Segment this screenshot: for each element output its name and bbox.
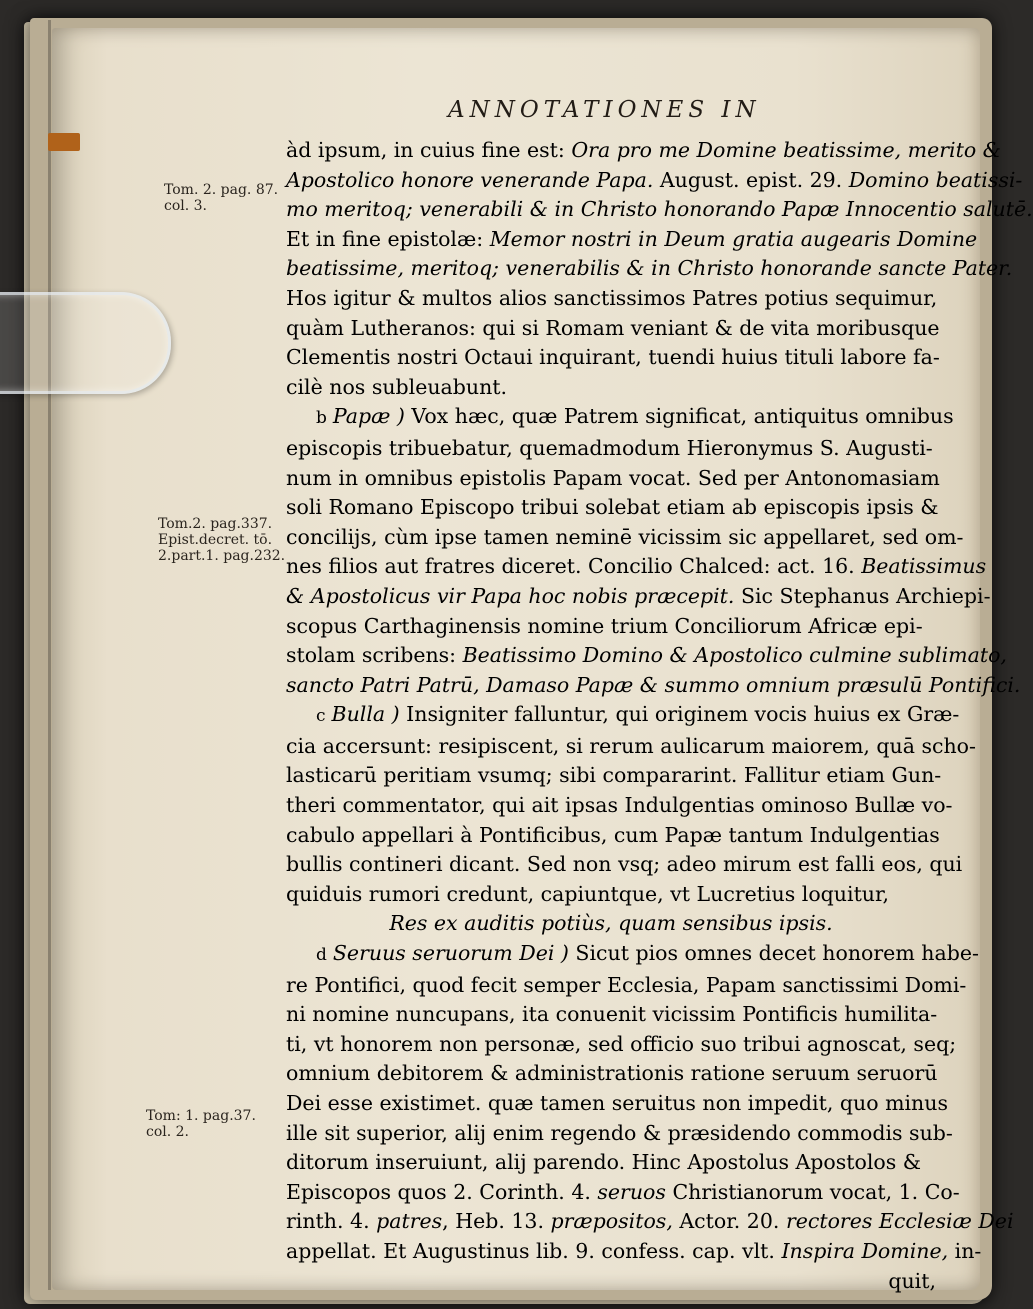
italic-quote: sancto Patri Patrū, Damaso Papæ & summo omnium præsulū Pontifici. (286, 672, 1021, 697)
italic-quote: Beatissimo Domino & Apostolico culmine sublimato, (462, 643, 1007, 668)
annotation-d (286, 939, 1014, 1296)
text-line: omnium debitorem & administrationis ratione seruum seruorū (286, 1061, 938, 1086)
text-line: concilijs, cùm ipse tamen neminē vicissim sic appellaret, sed om- (286, 524, 964, 549)
margin-note-line: Epist.decret. tō. (158, 532, 273, 548)
italic-quote: Apostolico honore venerande Papa. (286, 167, 654, 192)
margin-note-2 (158, 516, 285, 564)
margin-note-line: Tom.2. pag.337. (158, 516, 273, 532)
text-line: cabulo appellari à Pontificibus, cum Papæ tantum Indulgentias (286, 822, 940, 847)
text-line: quàm Lutheranos: qui si Romam veniant & de vita moribusque (286, 315, 940, 340)
margin-note-line: Tom. 2. pag. 87. (164, 182, 279, 198)
text-run: , Heb. 13. (442, 1209, 551, 1234)
italic-quote: & Apostolicus vir Papa hoc nobis præcepit. (286, 583, 735, 608)
bookmark-tab (48, 133, 80, 151)
italic-quote: Ora pro me Domine beatissime, merito & (571, 138, 1001, 162)
paragraph-1 (286, 136, 1033, 402)
margin-note-line: col. 2. (146, 1124, 190, 1140)
annotation-c (286, 700, 976, 939)
italic-quote: Memor nostri in Deum gratia augearis Domine (489, 226, 978, 251)
italic-word: rectores Ecclesiæ Dei (785, 1209, 1014, 1234)
text-line: Hos igitur & multos alios sanctissimos Patres potius sequimur, (286, 285, 938, 310)
margin-note-line: 2.part.1. pag.232. (158, 548, 286, 564)
verse-quote: Res ex auditis potiùs, quam sensibus ipsis. (389, 911, 833, 936)
text-run: Et in fine epistolæ: (286, 226, 490, 251)
text-run: August. epist. 29. (653, 167, 849, 192)
annotation-b (286, 402, 1021, 700)
text-run: Sicut pios omnes decet honorem habe- (575, 941, 979, 966)
lemma: Bulla ) (331, 702, 407, 727)
text-run: appellat. Et Augustinus lib. 9. confess. cap. vlt. (286, 1238, 782, 1263)
text-line: theri commentator, qui ait ipsas Indulgentias ominoso Bullæ vo- (286, 793, 953, 818)
lemma: Seruus seruorum Dei ) (332, 941, 576, 966)
text-line: soli Romano Episcopo tribui solebat etiam ab episcopis ipsis & (286, 495, 939, 520)
annotation-tag: d (316, 945, 327, 966)
page-clip (0, 292, 171, 394)
catchword: quit, (888, 1268, 936, 1293)
italic-word: patres (376, 1209, 443, 1234)
text-run: Episcopos quos 2. Corinth. 4. (286, 1179, 598, 1204)
text-run: Christianorum vocat, 1. Co- (665, 1179, 960, 1204)
margin-note-3 (146, 1108, 256, 1140)
running-head: ANNOTATIONES IN (448, 97, 761, 123)
text-line: quiduis rumori credunt, capiuntque, vt Lucretius loquitur, (286, 881, 890, 906)
page-fold (48, 20, 51, 1290)
text-run: Actor. 20. (672, 1209, 786, 1234)
text-line: bullis contineri dicant. Sed non vsq; adeo mirum est falli eos, qui (286, 852, 963, 877)
text-line: num in omnibus epistolis Papam vocat. Sed per Antonomasiam (286, 465, 940, 490)
italic-quote: Domino beatissi- (848, 167, 1023, 192)
text-run: rinth. 4. (286, 1209, 377, 1234)
text-line: cia accersunt: resipiscent, si rerum aulicarum maiorem, quā scho- (286, 733, 976, 758)
annotation-tag: b (316, 408, 327, 429)
text-run: Sic Stephanus Archiepi- (734, 583, 991, 608)
italic-quote: beatissime, meritoq; venerabilis & in Christo honorande sancte Pater. (286, 256, 1013, 281)
text-line: ditorum inseruiunt, alij parendo. Hinc Apostolus Apostolos & (286, 1150, 922, 1175)
margin-note-line: Tom: 1. pag.37. (146, 1108, 256, 1124)
text-run: Vox hæc, quæ Patrem significat, antiquitus omnibus (411, 404, 954, 429)
italic-quote: Inspira Domine, (781, 1238, 949, 1263)
text-line: Clementis nostri Octaui inquirant, tuendi huius tituli labore fa- (286, 345, 940, 370)
text-line: lasticarū peritiam vsumq; sibi compararint. Fallitur etiam Gun- (286, 763, 942, 788)
italic-word: seruos (597, 1179, 666, 1204)
text-line: re Pontifici, quod fecit semper Ecclesia, Papam sanctissimi Domi- (286, 972, 967, 997)
text-run: àd ipsum, in cuius fine est: (286, 138, 572, 162)
text-run: stolam scribens: (286, 643, 463, 668)
margin-note-1 (164, 182, 278, 214)
annotation-tag: c (316, 706, 326, 727)
text-line: Dei esse existimet. quæ tamen seruitus non impedit, quo minus (286, 1091, 948, 1115)
italic-quote: Beatissimus (861, 554, 987, 579)
lemma: Papæ ) (332, 404, 412, 429)
text-run: nes filios aut fratres diceret. Concilio Chalced: act. 16. (286, 554, 862, 579)
text-line: ti, vt honorem non personæ, sed officio suo tribui agnoscat, seq; (286, 1031, 957, 1056)
text-line: cilè nos subleuabunt. (286, 374, 508, 399)
text-line: episcopis tribuebatur, quemadmodum Hieronymus S. Augusti- (286, 435, 933, 460)
text-line: ni nomine nuncupans, ita conuenit vicissim Pontificis humilita- (286, 1002, 938, 1027)
italic-word: præpositos, (550, 1209, 673, 1234)
main-text (286, 136, 1033, 1296)
text-run: in- (948, 1238, 982, 1263)
text-run: Insigniter falluntur, qui originem vocis huius ex Græ- (406, 702, 960, 727)
text-line: scopus Carthaginensis nomine trium Conciliorum Africæ epi- (286, 613, 923, 638)
margin-note-line: col. 3. (164, 198, 208, 214)
italic-quote: mo meritoq; venerabili & in Christo honorando Papæ Innocentio salutē. (286, 197, 1033, 222)
text-line: ille sit superior, alij enim regendo & præsidendo commodis sub- (286, 1120, 953, 1145)
